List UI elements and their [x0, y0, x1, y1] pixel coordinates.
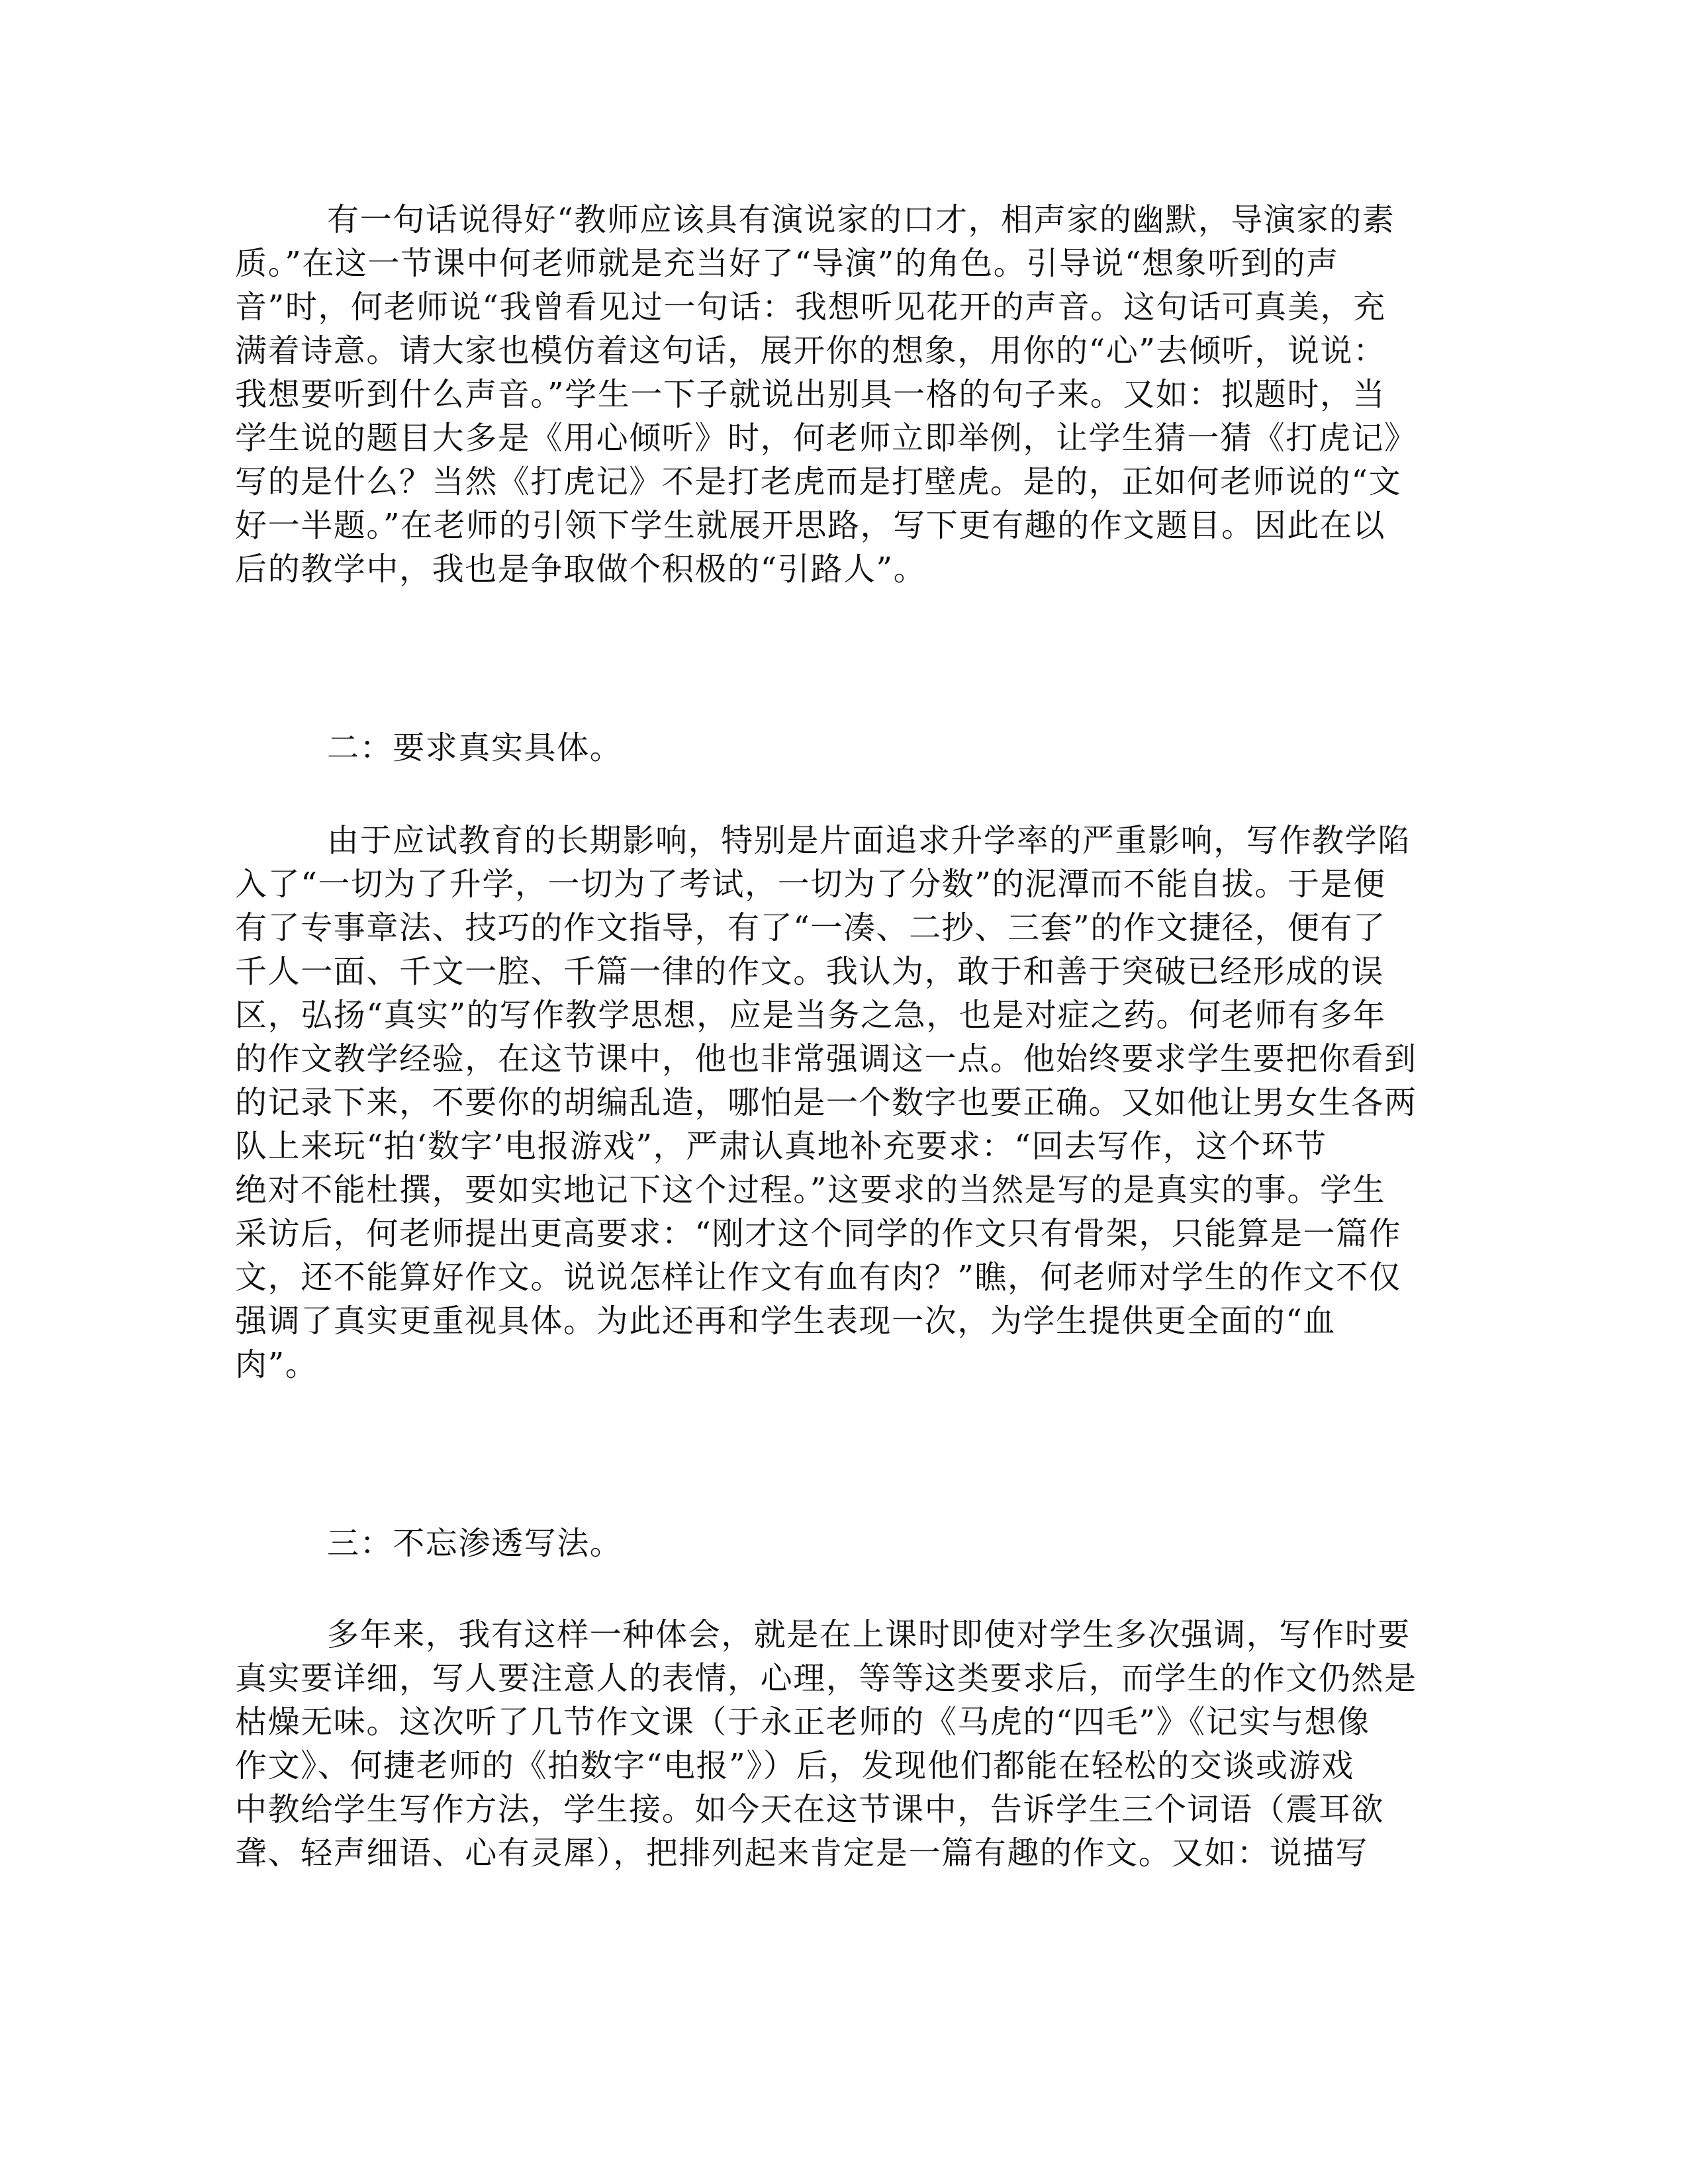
paragraph-1-line-8: 好一半题。”在老师的引领下学生就展开思路，写下更有趣的作文题目。因此在以: [235, 507, 1386, 544]
paragraph-2-line-4: 千人一面、千文一腔、千篇一律的作文。我认为，敢于和善于突破已经形成的误: [235, 953, 1385, 990]
paragraph-3-line-1: 多年来，我有这样一种体会，就是在上课时即使对学生多次强调，写作时要: [327, 1616, 1411, 1653]
paragraph-1-line-2: 质。”在这一节课中何老师就是充当好了“导演”的角色。引导说“想象听到的声: [235, 245, 1339, 282]
section-heading-3: 三：不忘渗透写法。: [327, 1525, 623, 1562]
paragraph-3-line-3: 枯燥无味。这次听了几节作文课（于永正老师的《马虎的“四毛”》《记实与想像: [235, 1704, 1370, 1741]
paragraph-3-line-2: 真实要详细，写人要注意人的表情，心理，等等这类要求后，而学生的作文仍然是: [235, 1660, 1417, 1697]
paragraph-2-line-1: 由于应试教育的长期影响，特别是片面追求升学率的严重影响，写作教学陷: [327, 822, 1411, 859]
paragraph-1-line-9: 后的教学中，我也是争取做个积极的“引路人”。: [235, 551, 927, 588]
paragraph-1-line-7: 写的是什么？当然《打虎记》不是打老虎而是打壁虎。是的，正如何老师说的“文: [235, 463, 1402, 500]
paragraph-2-line-2: 入了“一切为了升学，一切为了考试，一切为了分数”的泥潭而不能自拔。于是便: [235, 866, 1386, 903]
paragraph-2-line-6: 的作文教学经验，在这节课中，他也非常强调这一点。他始终要求学生要把你看到: [235, 1040, 1417, 1077]
paragraph-2-line-3: 有了专事章法、技巧的作文指导，有了“一凑、二抄、三套”的作文捷径，便有了: [235, 909, 1386, 946]
paragraph-3-line-5: 中教给学生写作方法，学生接。如今天在这节课中，告诉学生三个词语（震耳欲: [235, 1791, 1385, 1828]
paragraph-1-line-5: 我想要听到什么声音。”学生一下子就说出别具一格的句子来。又如：拟题时，当: [235, 376, 1386, 413]
paragraph-2-line-11: 文，还不能算好作文。说说怎样让作文有血有肉？”瞧，何老师对学生的作文不仅: [235, 1259, 1402, 1296]
paragraph-2-line-10: 采访后，何老师提出更高要求：“刚才这个同学的作文只有骨架，只能算是一篇作: [235, 1215, 1402, 1252]
paragraph-3-line-6: 聋、轻声细语、心有灵犀），把排列起来肯定是一篇有趣的作文。又如：说描写: [235, 1835, 1369, 1872]
section-heading-2: 二：要求真实具体。: [327, 729, 623, 766]
paragraph-3-line-4: 作文》、何捷老师的《拍数字“电报”》）后，发现他们都能在轻松的交谈或游戏: [235, 1747, 1354, 1784]
paragraph-2-line-13: 肉”。: [235, 1346, 318, 1383]
paragraph-2-line-8: 队上来玩“拍‘数字’电报游戏”，严肃认真地补充要求：“回去写作，这个环节: [235, 1128, 1327, 1165]
paragraph-1-line-6: 学生说的题目大多是《用心倾听》时，何老师立即举例，让学生猜一猜《打虎记》: [235, 420, 1417, 457]
paragraph-2-line-12: 强调了真实更重视具体。为此还再和学生表现一次，为学生提供更全面的“血: [235, 1302, 1336, 1340]
paragraph-1-line-3: 音”时，何老师说“我曾看见过一句话：我想听见花开的声音。这句话可真美，充: [235, 289, 1386, 326]
paragraph-1-line-1: 有一句话说得好“教师应该具有演说家的口才，相声家的幽默，导演家的素: [327, 201, 1395, 238]
paragraph-1-line-4: 满着诗意。请大家也模仿着这句话，展开你的想象，用你的“心”去倾听，说说：: [235, 332, 1386, 369]
paragraph-2-line-9: 绝对不能杜撰，要如实地记下这个过程。”这要求的当然是写的是真实的事。学生: [235, 1171, 1386, 1208]
paragraph-2-line-7: 的记录下来，不要你的胡编乱造，哪怕是一个数字也要正确。又如他让男女生各两: [235, 1084, 1417, 1121]
paragraph-2-line-5: 区，弘扬“真实”的写作教学思想，应是当务之急，也是对症之药。何老师有多年: [235, 997, 1386, 1034]
